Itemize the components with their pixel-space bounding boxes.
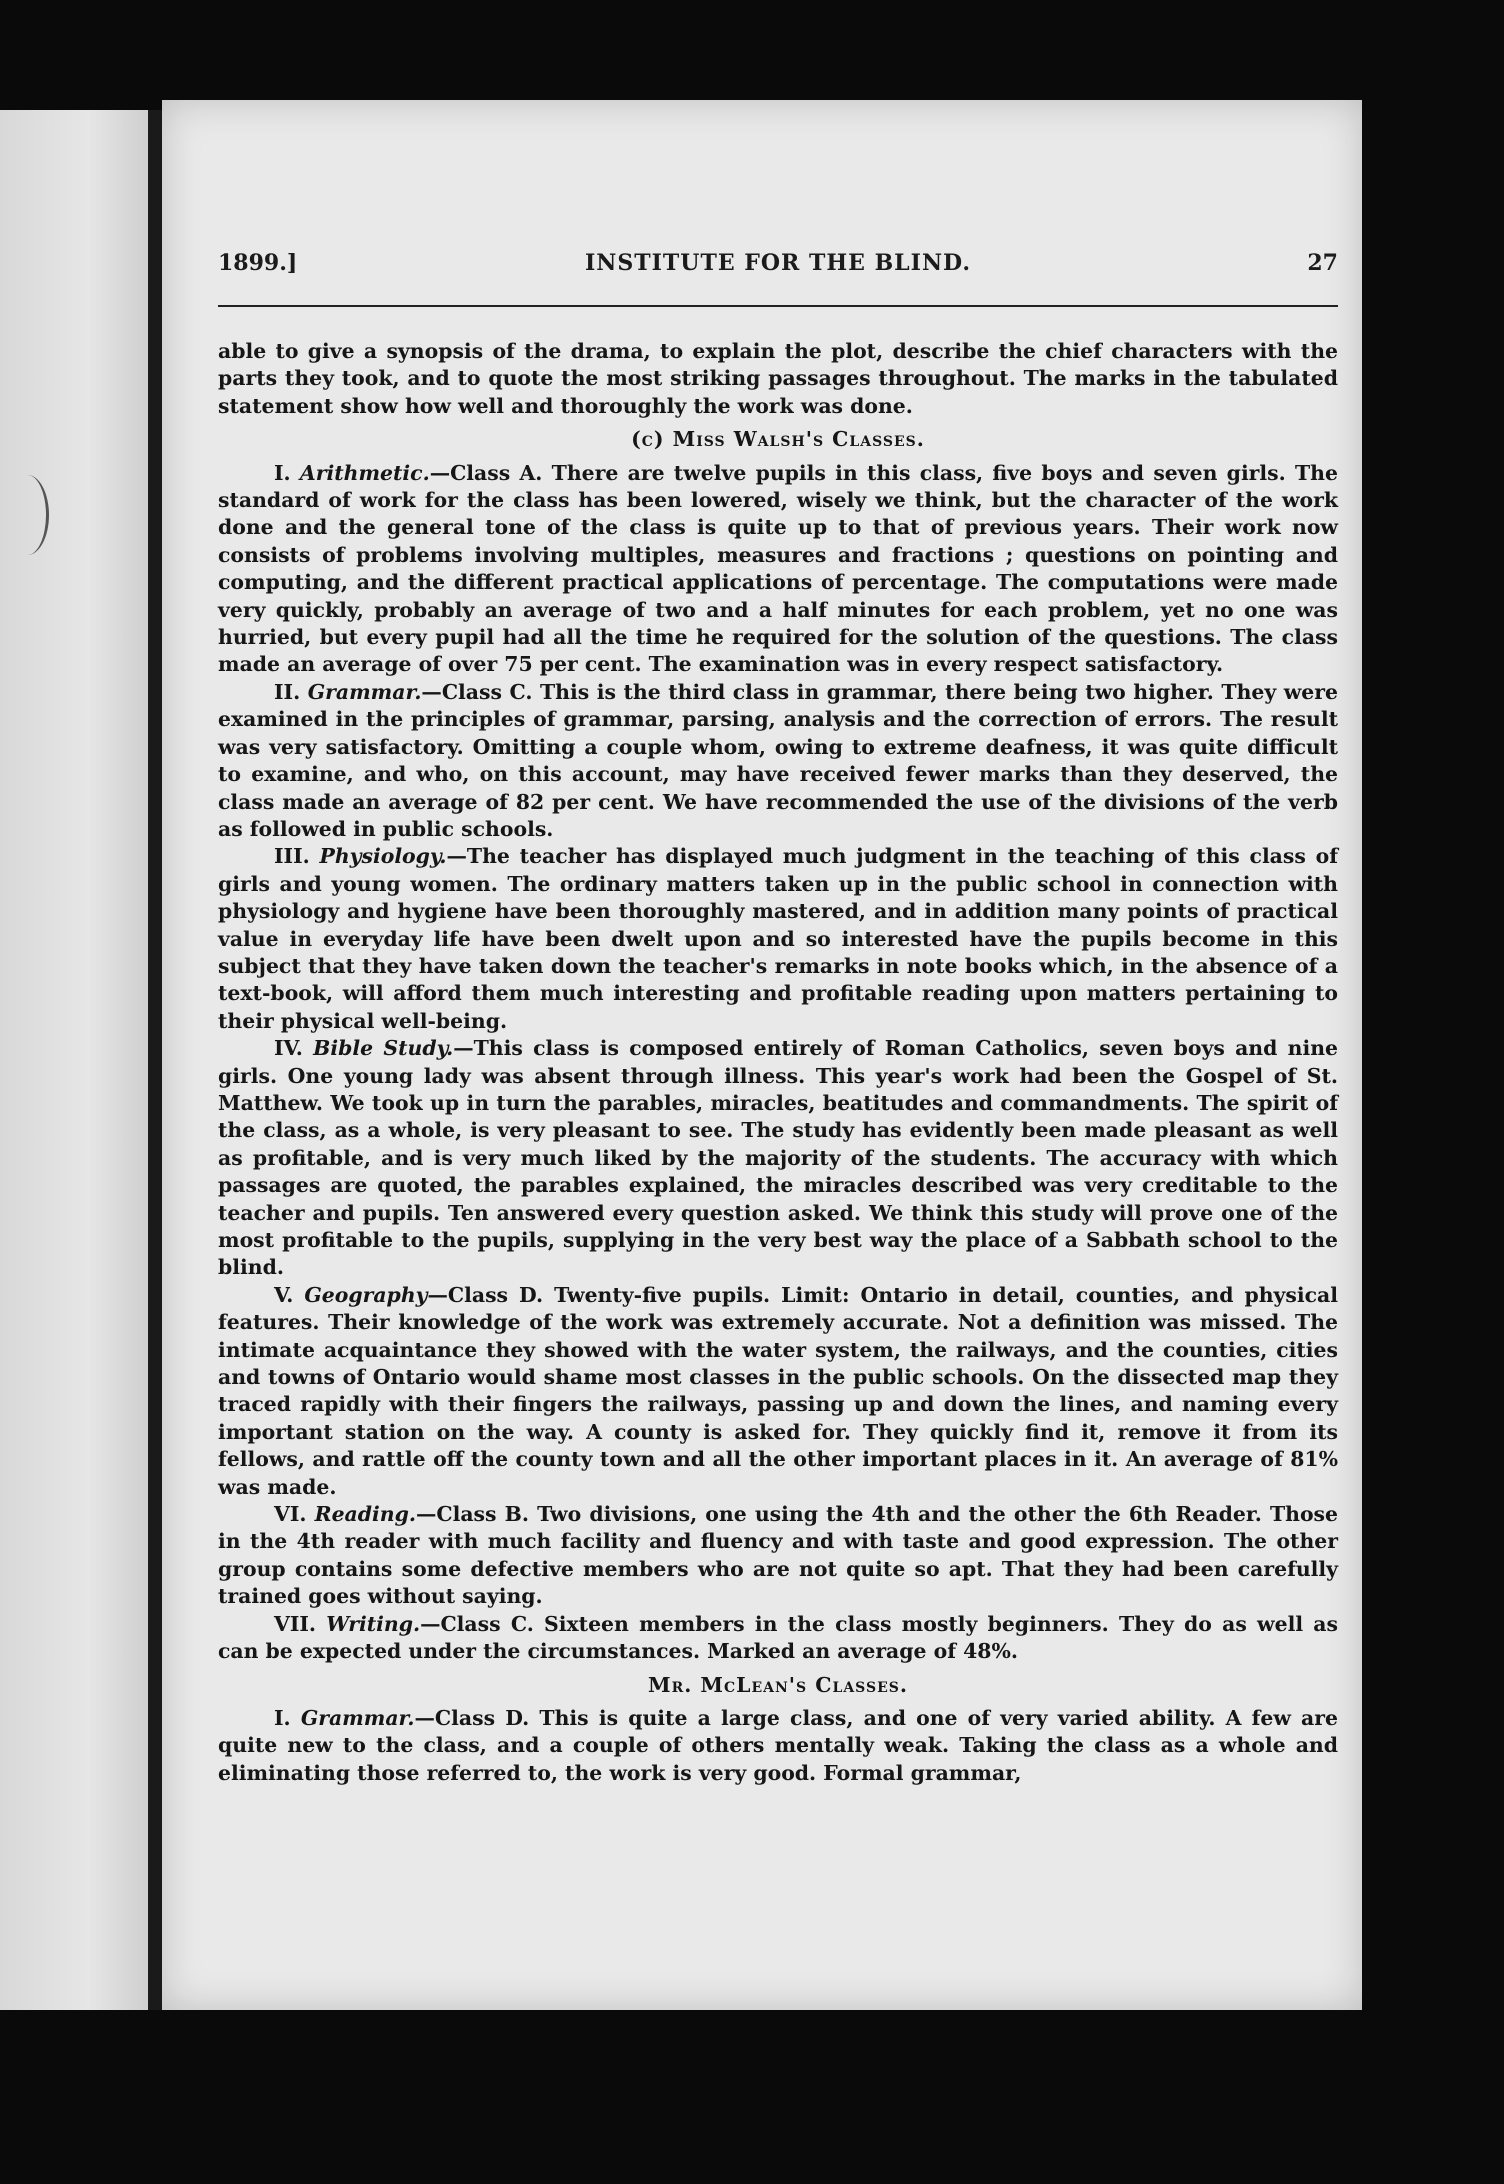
section-subject: Grammar. bbox=[307, 679, 422, 704]
page-number: 27 bbox=[1307, 250, 1338, 276]
section-mclean-grammar bbox=[218, 1705, 1338, 1787]
section-subject: Bible Study. bbox=[313, 1036, 454, 1061]
section-bible-study bbox=[218, 1035, 1338, 1282]
body-text bbox=[218, 338, 1338, 1787]
section-text: —The teacher has displayed much judgment in the teaching of this class of girls and young women. The ordinary matters taken up in the public school in connection with physiology and hygiene have been thoroughly mastered, and in addition many points of practical value in everyday life have been dwelt upon and so interested have the pupils become in this subject that they have taken down the teacher's remarks in note books which, in the absence of a text-book, will afford them much interesting and profitable reading upon matters pertaining to their physical well-being. bbox=[218, 844, 1338, 1033]
section-text: —Class A. There are twelve pupils in this class, five boys and seven girls. The standard of work for the class has been lowered, wisely we think, but the character of the work done and the general tone of the class is quite up to that of previous years. Their work now consists of problems involving multiples, measures and fractions ; questions on pointing and computing, and the different practical applications of percentage. The computations were made very quickly, probably an average of two and a half minutes for each problem, yet no one was hurried, but every pupil had all the time he required for the solution of the questions. The class made an average of over 75 per cent. The examination was in every respect satisfactory. bbox=[218, 460, 1338, 677]
book-gutter bbox=[148, 110, 162, 2010]
left-page-edge bbox=[0, 110, 148, 2010]
section-number: V. bbox=[274, 1282, 294, 1307]
document-page bbox=[162, 100, 1362, 2010]
section-text: —This class is composed entirely of Roman Catholics, seven boys and nine girls. One young lady was absent through illness. This year's work had been the Gospel of St. Matthew. We took up in turn the parables, miracles, beatitudes and commandments. The spirit of the class, as a whole, is very pleasant to see. The study has evidently been made pleasant as well as profitable, and is very much liked by the majority of the students. The accuracy with which passages are quoted, the parables explained, the miracles described was very creditable to the teacher and pupils. Ten answered every question asked. We think this study will prove one of the most profitable to the pupils, supplying in the very best way the place of a Sabbath school to the blind. bbox=[218, 1036, 1338, 1280]
running-head bbox=[218, 250, 1338, 290]
section-subject: Grammar. bbox=[300, 1705, 415, 1730]
page-curl-mark bbox=[6, 475, 49, 555]
section-subject: Reading. bbox=[314, 1502, 416, 1527]
header-year: 1899.] bbox=[218, 250, 298, 276]
section-subject: Geography bbox=[304, 1282, 428, 1307]
section-number: II. bbox=[274, 679, 301, 704]
section-writing bbox=[218, 1611, 1338, 1666]
section-subject: Physiology. bbox=[319, 844, 447, 869]
section-text: —Class B. Two divisions, one using the 4th and the other the 6th Reader. Those in the 4th reader with much facility and fluency and with taste and good expression. The other group contains some defective members who are not quite so apt. That they had been carefully trained goes without saying. bbox=[218, 1502, 1339, 1609]
header-title: INSTITUTE FOR THE BLIND. bbox=[584, 250, 972, 276]
section-reading bbox=[218, 1501, 1338, 1611]
section-number: I. bbox=[274, 1705, 291, 1730]
section-grammar bbox=[218, 679, 1338, 843]
section-number: I. bbox=[274, 460, 291, 485]
section-number: III. bbox=[274, 844, 310, 869]
section-geography bbox=[218, 1282, 1338, 1501]
section-text: —Class D. Twenty-five pupils. Limit: Ontario in detail, counties, and physical features. Their knowledge of the work was extremely accurate. Not a definition was missed. The intimate acquaintance they showed with the water system, the railways, and the counties, cities and towns of Ontario would shame most classes in the public schools. On the dissected map they traced rapidly with their fingers the railways, passing up and down the lines, and naming every important station on the way. A county is asked for. They quickly find it, remove it from its fellows, and rattle off the county town and all the other important places in it. An average of 81% was made. bbox=[218, 1282, 1338, 1499]
section-number: VI. bbox=[274, 1502, 307, 1527]
section-physiology bbox=[218, 843, 1338, 1035]
section-heading-mclean: Mr. McLean's Classes. bbox=[648, 1672, 908, 1697]
section-text: —Class D. This is quite a large class, and one of very varied ability. A few are quite new to the class, and a couple of others mentally weak. Taking the class as a whole and eliminating those referred to, the work is very good. Formal grammar, bbox=[218, 1705, 1338, 1785]
section-subject: Writing. bbox=[326, 1611, 421, 1636]
paragraph-continuation: able to give a synopsis of the drama, to explain the plot, describe the chief characters with the parts they took, and to quote the most striking passages throughout. The marks in the tabulated statement show how well and thoroughly the work was done. bbox=[218, 339, 1338, 418]
section-number: IV. bbox=[274, 1036, 303, 1061]
header-rule bbox=[218, 305, 1338, 307]
section-subject: Arithmetic. bbox=[299, 460, 430, 485]
section-number: VII. bbox=[274, 1611, 316, 1636]
section-arithmetic bbox=[218, 460, 1338, 679]
section-heading-walsh: (c) Miss Walsh's Classes. bbox=[631, 427, 925, 452]
section-text: —Class C. Sixteen members in the class mostly beginners. They do as well as can be expected under the circumstances. Marked an average of 48%. bbox=[218, 1611, 1338, 1664]
section-text: —Class C. This is the third class in grammar, there being two higher. They were examined in the principles of grammar, parsing, analysis and the correction of errors. The result was very satisfactory. Omitting a couple whom, owing to extreme deafness, it was quite difficult to examine, and who, on this account, may have received fewer marks than they deserved, the class made an average of 82 per cent. We have recommended the use of the divisions of the verb as followed in public schools. bbox=[218, 679, 1338, 841]
